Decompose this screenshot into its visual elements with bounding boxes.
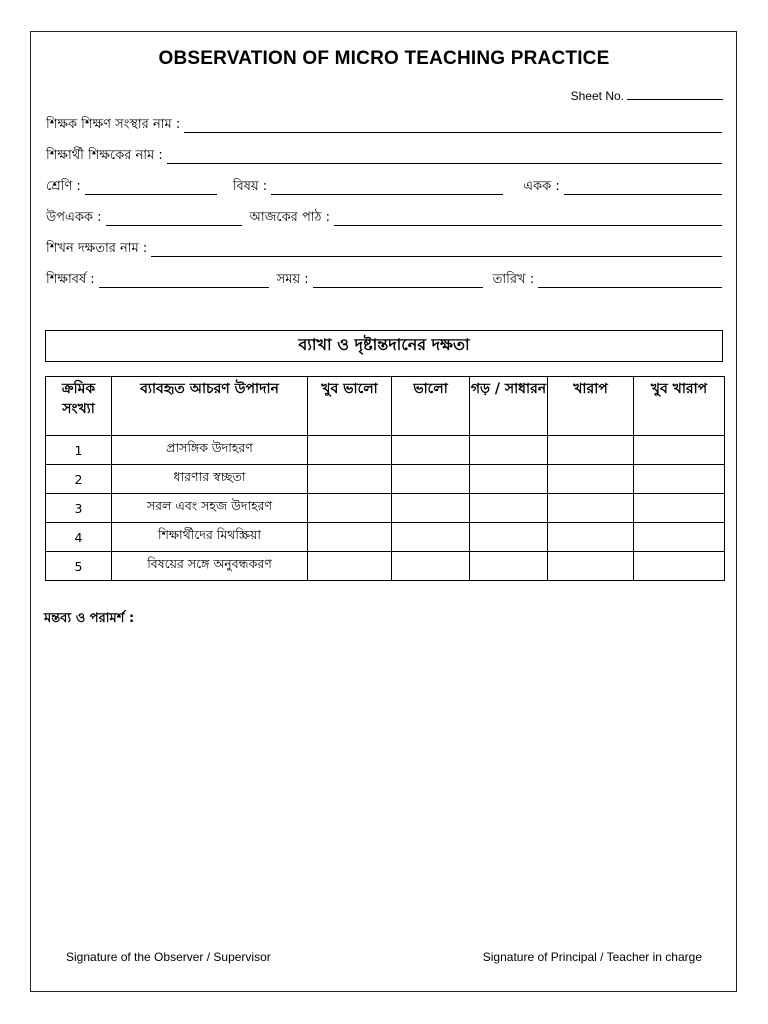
rating-cell-average[interactable] <box>470 436 548 465</box>
class-field[interactable] <box>85 190 217 195</box>
sheet-no-field[interactable] <box>627 88 723 100</box>
session-label: শিক্ষাবর্ষ : <box>46 272 95 287</box>
subunit-label: উপএকক : <box>46 210 102 225</box>
rating-cell-bad[interactable] <box>548 552 634 581</box>
rating-table <box>45 376 725 581</box>
table-row <box>46 552 725 581</box>
rating-cell-very-bad[interactable] <box>634 552 725 581</box>
rating-cell-very-good[interactable] <box>308 523 392 552</box>
table-row <box>46 436 725 465</box>
unit-field[interactable] <box>564 190 722 195</box>
rating-cell-very-good[interactable] <box>308 494 392 523</box>
comments-label: মন্তব্য ও পরামর্শ : <box>44 611 135 626</box>
col-header-very-bad: খুব খারাপ <box>634 377 725 436</box>
subject-field[interactable] <box>271 190 503 195</box>
skill-heading: ব্যাখা ও দৃষ্টান্তদানের দক্ষতা <box>45 330 723 362</box>
col-header-good: ভালো <box>392 377 470 436</box>
trainee-field[interactable] <box>167 159 722 164</box>
rating-cell-average[interactable] <box>470 552 548 581</box>
unit-label: একক : <box>523 179 560 194</box>
rating-cell-very-bad[interactable] <box>634 436 725 465</box>
table-row <box>46 494 725 523</box>
institution-label: শিক্ষক শিক্ষণ সংস্থার নাম : <box>46 117 181 132</box>
principal-signature-label: Signature of Principal / Teacher in charge <box>482 950 702 964</box>
todays-lesson-field[interactable] <box>334 221 722 226</box>
rating-cell-very-bad[interactable] <box>634 465 725 494</box>
rating-cell-good[interactable] <box>392 436 470 465</box>
rating-cell-good[interactable] <box>392 523 470 552</box>
row-item: প্রাসঙ্গিক উদাহরণ <box>112 436 308 465</box>
skill-name-field[interactable] <box>151 252 722 257</box>
session-field[interactable] <box>99 283 269 288</box>
rating-cell-very-bad[interactable] <box>634 523 725 552</box>
time-field[interactable] <box>313 283 483 288</box>
class-label: শ্রেণি : <box>46 179 81 194</box>
rating-cell-bad[interactable] <box>548 523 634 552</box>
observer-signature-label: Signature of the Observer / Supervisor <box>66 950 271 964</box>
rating-cell-very-good[interactable] <box>308 552 392 581</box>
col-header-average: গড় / সাধারন <box>470 377 548 436</box>
subunit-lesson-row <box>46 207 722 229</box>
table-row <box>46 523 725 552</box>
rating-cell-good[interactable] <box>392 552 470 581</box>
todays-lesson-label: আজকের পাঠ : <box>249 210 330 225</box>
rating-cell-good[interactable] <box>392 494 470 523</box>
row-serial: 5 <box>46 552 112 581</box>
subunit-field[interactable] <box>106 221 242 226</box>
row-serial: 3 <box>46 494 112 523</box>
skill-name-row <box>46 238 722 260</box>
table-header-row <box>46 377 725 436</box>
rating-cell-average[interactable] <box>470 465 548 494</box>
institution-row <box>46 114 722 136</box>
rating-cell-bad[interactable] <box>548 494 634 523</box>
time-label: সময় : <box>276 272 309 287</box>
rating-cell-bad[interactable] <box>548 465 634 494</box>
trainee-row <box>46 145 722 167</box>
row-item: বিষয়ের সঙ্গে অনুবন্ধকরণ <box>112 552 308 581</box>
rating-cell-bad[interactable] <box>548 436 634 465</box>
row-item: শিক্ষার্থীদের মিথস্ক্রিয়া <box>112 523 308 552</box>
col-header-behaviour: ব্যাবহৃত আচরণ উপাদান <box>112 377 308 436</box>
rating-cell-very-bad[interactable] <box>634 494 725 523</box>
form-title: OBSERVATION OF MICRO TEACHING PRACTICE <box>158 48 610 69</box>
sheet-no-label: Sheet No. <box>570 89 624 103</box>
col-header-very-good: খুব ভালো <box>308 377 392 436</box>
rating-cell-good[interactable] <box>392 465 470 494</box>
table-row <box>46 465 725 494</box>
skill-name-label: শিখন দক্ষতার নাম : <box>46 241 148 256</box>
rating-cell-average[interactable] <box>470 523 548 552</box>
rating-cell-very-good[interactable] <box>308 465 392 494</box>
subject-label: বিষয় : <box>232 179 268 194</box>
session-time-date-row <box>46 269 722 291</box>
col-header-serial: ক্রমিক সংখ্যা <box>46 377 112 436</box>
sheet-no <box>571 88 723 103</box>
col-header-bad: খারাপ <box>548 377 634 436</box>
class-subject-unit-row <box>46 176 722 198</box>
row-serial: 1 <box>46 436 112 465</box>
rating-cell-average[interactable] <box>470 494 548 523</box>
rating-cell-very-good[interactable] <box>308 436 392 465</box>
date-field[interactable] <box>538 283 722 288</box>
institution-field[interactable] <box>184 128 722 133</box>
row-item: সরল এবং সহজ উদাহরণ <box>112 494 308 523</box>
row-item: ধারণার স্বচ্ছতা <box>112 465 308 494</box>
date-label: তারিখ : <box>492 272 535 287</box>
row-serial: 4 <box>46 523 112 552</box>
row-serial: 2 <box>46 465 112 494</box>
trainee-label: শিক্ষার্থী শিক্ষকের নাম : <box>46 148 163 163</box>
